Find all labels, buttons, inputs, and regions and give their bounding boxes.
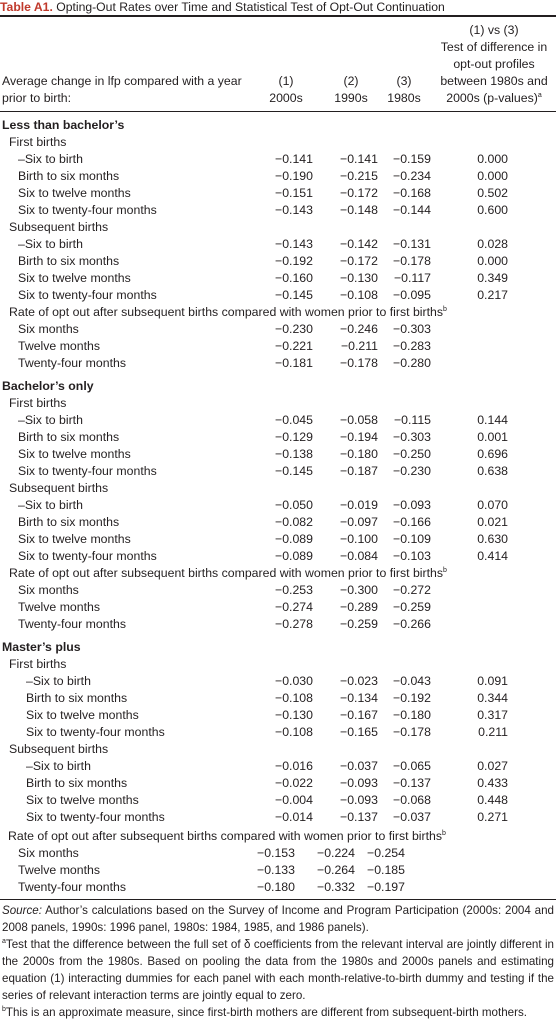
section-label xyxy=(2,378,94,395)
col-header-1980s xyxy=(377,73,431,107)
value-2000s: −0.022 xyxy=(275,776,313,790)
label-text: Rate of opt out after subsequent births compared with women prior to first births xyxy=(8,829,443,843)
value-1980s: −0.259 xyxy=(393,600,431,614)
row-label xyxy=(18,429,119,446)
value-pvalue: 0.027 xyxy=(477,759,508,773)
row-label xyxy=(18,514,119,531)
value-1980s: −0.180 xyxy=(393,708,431,722)
label-text: –Six to birth xyxy=(26,674,91,688)
footnote-marker: a xyxy=(2,938,6,946)
label-text: Six to twelve months xyxy=(18,186,131,200)
group-label xyxy=(9,219,108,236)
label-text: Six to twenty-four months xyxy=(26,810,165,824)
value-1980s: −0.230 xyxy=(393,464,431,478)
value-1980s: −0.178 xyxy=(393,725,431,739)
value-2000s: −0.192 xyxy=(275,254,313,268)
value-2000s: −0.253 xyxy=(275,583,313,597)
value-pvalue: 0.600 xyxy=(477,203,508,217)
footnote-b xyxy=(2,1004,554,1021)
value-1980s: −0.250 xyxy=(393,447,431,461)
label-text: Birth to six months xyxy=(18,430,120,444)
row-label xyxy=(18,236,83,253)
value-1990s: −0.097 xyxy=(340,515,378,529)
value-1990s: −0.023 xyxy=(340,674,378,688)
value-1980s: −0.093 xyxy=(393,498,431,512)
label-text: Six to twelve months xyxy=(26,793,139,807)
label-text: Rate of opt out after subsequent births compared with women prior to first births xyxy=(9,566,444,580)
label-text: Twenty-four months xyxy=(18,356,126,370)
value-2000s: −0.133 xyxy=(257,863,295,877)
value-2000s: −0.230 xyxy=(275,322,313,336)
value-1990s: −0.194 xyxy=(340,430,378,444)
value-1980s: −0.043 xyxy=(393,674,431,688)
group-label xyxy=(9,565,447,582)
value-1990s: −0.019 xyxy=(340,498,378,512)
label-text: Birth to six months xyxy=(26,691,128,705)
value-1990s: −0.332 xyxy=(317,880,355,894)
value-2000s: −0.190 xyxy=(275,169,313,183)
label-text: Twelve months xyxy=(18,339,101,353)
label-text: Six months xyxy=(18,322,79,336)
footnote-marker: b xyxy=(443,566,447,574)
value-pvalue: 0.349 xyxy=(477,271,508,285)
label-text: Twenty-four months xyxy=(18,880,126,894)
value-1980s: −0.109 xyxy=(393,532,431,546)
value-pvalue: 0.317 xyxy=(477,708,508,722)
footnote-a xyxy=(2,936,554,1004)
bottom-rule xyxy=(0,899,556,900)
value-1990s: −0.215 xyxy=(340,169,378,183)
row-label xyxy=(18,531,131,548)
label-text: Six to twelve months xyxy=(26,708,139,722)
value-2000s: −0.274 xyxy=(275,600,313,614)
col-header-number: (1) xyxy=(278,74,294,88)
value-1990s: −0.259 xyxy=(340,617,378,631)
row-label xyxy=(26,724,165,741)
value-pvalue: 0.344 xyxy=(477,691,508,705)
row-label xyxy=(18,185,131,202)
value-1980s: −0.115 xyxy=(393,413,431,427)
value-2000s: −0.278 xyxy=(275,617,313,631)
value-pvalue: 0.000 xyxy=(477,169,508,183)
value-pvalue: 0.070 xyxy=(477,498,508,512)
value-1980s: −0.137 xyxy=(393,776,431,790)
label-text: –Six to birth xyxy=(18,413,83,427)
label-text: –Six to birth xyxy=(18,237,83,251)
value-1980s: −0.068 xyxy=(393,793,431,807)
value-1980s: −0.283 xyxy=(393,339,431,353)
value-pvalue: 0.091 xyxy=(477,674,508,688)
label-text: Six to twenty-four months xyxy=(18,549,157,563)
value-1980s: −0.303 xyxy=(393,322,431,336)
label-text: Birth to six months xyxy=(18,515,120,529)
table-caption: Opting-Out Rates over Time and Statistical Test of Opt-Out Continuation xyxy=(56,0,445,14)
label-text: Less than bachelor’s xyxy=(2,118,125,132)
value-2000s: −0.138 xyxy=(275,447,313,461)
value-1980s: −0.266 xyxy=(393,617,431,631)
value-1990s: −0.148 xyxy=(340,203,378,217)
value-2000s: −0.145 xyxy=(275,288,313,302)
value-pvalue: 0.696 xyxy=(477,447,508,461)
col-header-line: (1) vs (3) xyxy=(469,23,519,37)
value-1980s: −0.185 xyxy=(367,863,405,877)
value-1990s: −0.300 xyxy=(340,583,378,597)
label-text: Birth to six months xyxy=(18,169,120,183)
label-text: Six to twelve months xyxy=(18,532,131,546)
table-notes xyxy=(2,902,554,1021)
row-label xyxy=(18,338,100,355)
value-2000s: −0.030 xyxy=(275,674,313,688)
value-pvalue xyxy=(448,599,508,616)
col-header-period: 1990s xyxy=(334,91,368,105)
row-label xyxy=(18,463,157,480)
row-label xyxy=(18,582,79,599)
value-1990s: −0.180 xyxy=(340,447,378,461)
value-2000s: −0.089 xyxy=(275,532,313,546)
value-pvalue xyxy=(448,879,508,896)
row-label xyxy=(18,548,157,565)
label-text: First births xyxy=(9,657,67,671)
row-label xyxy=(18,168,119,185)
value-2000s: −0.089 xyxy=(275,549,313,563)
label-text: Six months xyxy=(18,583,79,597)
value-pvalue: 0.211 xyxy=(478,725,508,739)
row-label xyxy=(18,321,79,338)
value-pvalue xyxy=(448,862,508,879)
col-header-period: 1980s xyxy=(387,91,421,105)
row-label xyxy=(26,758,91,775)
label-text: Subsequent births xyxy=(9,481,109,495)
value-1990s: −0.084 xyxy=(340,549,378,563)
row-label xyxy=(18,599,100,616)
col-header-line: opt-out profiles xyxy=(453,57,535,71)
value-1990s: −0.264 xyxy=(317,863,355,877)
value-1990s: −0.246 xyxy=(340,322,378,336)
value-pvalue: 0.638 xyxy=(477,464,508,478)
section-label xyxy=(2,117,124,134)
col-header-number: (2) xyxy=(343,74,359,88)
value-2000s: −0.180 xyxy=(257,880,295,894)
table-number: Table A1. xyxy=(0,0,53,14)
label-text: Six to twenty-four months xyxy=(18,288,157,302)
label-text: First births xyxy=(9,135,67,149)
group-label xyxy=(8,828,446,845)
col-header-2000s xyxy=(259,73,313,107)
value-2000s: −0.082 xyxy=(275,515,313,529)
value-1990s: −0.172 xyxy=(340,254,378,268)
value-2000s: −0.160 xyxy=(275,271,313,285)
label-text: Bachelor’s only xyxy=(2,379,94,393)
value-1980s: −0.197 xyxy=(367,880,405,894)
value-1990s: −0.165 xyxy=(340,725,378,739)
value-pvalue xyxy=(448,845,508,862)
value-1980s: −0.117 xyxy=(393,271,431,285)
row-label xyxy=(18,253,119,270)
value-1980s: −0.178 xyxy=(393,254,431,268)
value-1980s: −0.168 xyxy=(393,186,431,200)
footnote-marker: b xyxy=(442,829,446,837)
label-text: Rate of opt out after subsequent births compared with women prior to first births xyxy=(9,305,444,319)
row-label xyxy=(26,775,127,792)
value-1990s: −0.093 xyxy=(340,793,378,807)
value-2000s: −0.050 xyxy=(275,498,313,512)
value-pvalue: 0.001 xyxy=(477,430,508,444)
value-1990s: −0.134 xyxy=(340,691,378,705)
label-text: Twenty-four months xyxy=(18,617,126,631)
row-label-header-line: prior to birth: xyxy=(2,91,72,105)
value-1990s: −0.058 xyxy=(340,413,378,427)
value-2000s: −0.141 xyxy=(275,152,313,166)
col-header-number: (3) xyxy=(396,74,412,88)
value-pvalue xyxy=(448,582,508,599)
footnote-b-text: This is an approximate measure, since first-birth mothers are different from subsequent-birth mothers. xyxy=(5,1006,527,1019)
value-1980s: −0.159 xyxy=(393,152,431,166)
col-header-period: 2000s xyxy=(269,91,303,105)
value-1990s: −0.137 xyxy=(340,810,378,824)
value-2000s: −0.153 xyxy=(257,846,295,860)
group-label xyxy=(9,741,108,758)
section-label xyxy=(2,639,81,656)
label-text: –Six to birth xyxy=(18,498,83,512)
group-label xyxy=(9,395,66,412)
label-text: Subsequent births xyxy=(9,220,109,234)
label-text: First births xyxy=(9,396,67,410)
value-pvalue: 0.021 xyxy=(477,515,508,529)
value-pvalue: 0.414 xyxy=(477,549,508,563)
label-text: Six months xyxy=(18,846,79,860)
value-pvalue: 0.502 xyxy=(477,186,508,200)
value-1980s: −0.103 xyxy=(393,549,431,563)
value-2000s: −0.129 xyxy=(275,430,313,444)
value-pvalue: 0.028 xyxy=(477,237,508,251)
value-1990s: −0.142 xyxy=(340,237,378,251)
row-label xyxy=(18,151,83,168)
label-text: Six to twenty-four months xyxy=(18,203,157,217)
value-1990s: −0.187 xyxy=(340,464,378,478)
row-label xyxy=(18,879,126,896)
value-pvalue: 0.433 xyxy=(477,776,508,790)
value-1990s: −0.130 xyxy=(340,271,378,285)
value-2000s: −0.014 xyxy=(275,810,313,824)
row-label xyxy=(18,862,100,879)
value-2000s: −0.004 xyxy=(275,793,313,807)
value-2000s: −0.016 xyxy=(275,759,313,773)
value-2000s: −0.108 xyxy=(275,725,313,739)
group-label xyxy=(9,134,66,151)
row-label xyxy=(18,412,83,429)
value-2000s: −0.181 xyxy=(275,356,313,370)
top-rule xyxy=(0,15,556,17)
value-pvalue: 0.271 xyxy=(477,810,508,824)
table-title xyxy=(0,0,556,16)
col-header-line: between 1980s and xyxy=(440,74,548,88)
value-pvalue: 0.000 xyxy=(477,254,508,268)
label-text: –Six to birth xyxy=(18,152,83,166)
value-1990s: −0.211 xyxy=(340,339,378,353)
row-label xyxy=(18,446,131,463)
value-1980s: −0.144 xyxy=(393,203,431,217)
value-1980s: −0.166 xyxy=(393,515,431,529)
value-1980s: −0.095 xyxy=(393,288,431,302)
value-1980s: −0.303 xyxy=(393,430,431,444)
value-1980s: −0.272 xyxy=(393,583,431,597)
value-1980s: −0.065 xyxy=(393,759,431,773)
value-pvalue xyxy=(448,321,508,338)
value-pvalue: 0.630 xyxy=(477,532,508,546)
label-text: Six to twelve months xyxy=(18,271,131,285)
value-1990s: −0.178 xyxy=(340,356,378,370)
row-label xyxy=(26,809,165,826)
footnote-a-text: Test that the difference between the full set of δ coefficients from the relevant interval are jointly different in the 2000s from the 1980s. Based on pooling the data from the 1980s and 2000s panels and estimating equation (1) interacting dummies for each panel with each month-relative-to-birth dummy and testing if the series of relevant interaction terms are jointly equal to zero. xyxy=(2,938,554,1002)
label-text: Birth to six months xyxy=(18,254,120,268)
col-header-line: Test of difference in xyxy=(440,40,548,54)
footnote-marker: b xyxy=(2,1006,6,1014)
footnote-marker: b xyxy=(443,305,447,313)
group-label xyxy=(9,304,447,321)
row-label xyxy=(18,497,83,514)
value-1980s: −0.037 xyxy=(393,810,431,824)
row-label xyxy=(18,202,157,219)
row-label xyxy=(18,287,157,304)
label-text: Birth to six months xyxy=(26,776,128,790)
value-1980s: −0.131 xyxy=(393,237,431,251)
value-2000s: −0.045 xyxy=(275,413,313,427)
value-pvalue: 0.000 xyxy=(477,152,508,166)
label-text: Twelve months xyxy=(18,600,101,614)
value-2000s: −0.221 xyxy=(275,339,313,353)
value-1980s: −0.192 xyxy=(393,691,431,705)
label-text: Subsequent births xyxy=(9,742,109,756)
col-header-line: 2000s (p-values) xyxy=(446,91,538,105)
footnote-marker: a xyxy=(537,91,542,99)
value-1990s: −0.167 xyxy=(340,708,378,722)
value-1980s: −0.280 xyxy=(393,356,431,370)
value-2000s: −0.143 xyxy=(275,237,313,251)
value-2000s: −0.143 xyxy=(275,203,313,217)
row-label xyxy=(18,845,79,862)
value-pvalue: 0.144 xyxy=(477,413,508,427)
label-text: –Six to birth xyxy=(26,759,91,773)
value-pvalue xyxy=(448,355,508,372)
label-text: Twelve months xyxy=(18,863,101,877)
value-pvalue xyxy=(448,338,508,355)
label-text: Six to twenty-four months xyxy=(26,725,165,739)
label-text: Six to twenty-four months xyxy=(18,464,157,478)
label-text: Master’s plus xyxy=(2,640,81,654)
value-1990s: −0.172 xyxy=(340,186,378,200)
value-1990s: −0.093 xyxy=(340,776,378,790)
source-text: Author’s calculations based on the Survey of Income and Program Participation (2000s: 2004 and 2008 panels, 1990s: 1996 panel, 1980s: 1984, 1985, and 1986 panels). xyxy=(2,904,554,934)
value-2000s: −0.145 xyxy=(275,464,313,478)
value-1990s: −0.037 xyxy=(340,759,378,773)
row-label xyxy=(26,690,127,707)
header-rule xyxy=(0,111,556,112)
row-label xyxy=(26,673,91,690)
source-label: Source: xyxy=(2,904,42,917)
value-1990s: −0.100 xyxy=(340,532,378,546)
col-header-1990s xyxy=(324,73,378,107)
value-pvalue: 0.448 xyxy=(477,793,508,807)
row-label xyxy=(26,707,139,724)
col-header-pvalue-test xyxy=(432,22,556,107)
label-text: Six to twelve months xyxy=(18,447,131,461)
row-label xyxy=(18,355,126,372)
row-label xyxy=(26,792,139,809)
value-2000s: −0.130 xyxy=(275,708,313,722)
group-label xyxy=(9,656,66,673)
value-1990s: −0.108 xyxy=(340,288,378,302)
value-1980s: −0.234 xyxy=(393,169,431,183)
value-1980s: −0.254 xyxy=(367,846,405,860)
source-note xyxy=(2,902,554,936)
value-2000s: −0.151 xyxy=(275,186,313,200)
value-1990s: −0.289 xyxy=(340,600,378,614)
row-label xyxy=(18,616,126,633)
value-1990s: −0.141 xyxy=(340,152,378,166)
row-label-header xyxy=(2,73,242,107)
value-pvalue xyxy=(448,616,508,633)
row-label xyxy=(18,270,131,287)
row-label-header-line: Average change in lfp compared with a year xyxy=(2,74,242,88)
value-2000s: −0.108 xyxy=(275,691,313,705)
value-1990s: −0.224 xyxy=(317,846,355,860)
value-pvalue: 0.217 xyxy=(477,288,508,302)
group-label xyxy=(9,480,108,497)
